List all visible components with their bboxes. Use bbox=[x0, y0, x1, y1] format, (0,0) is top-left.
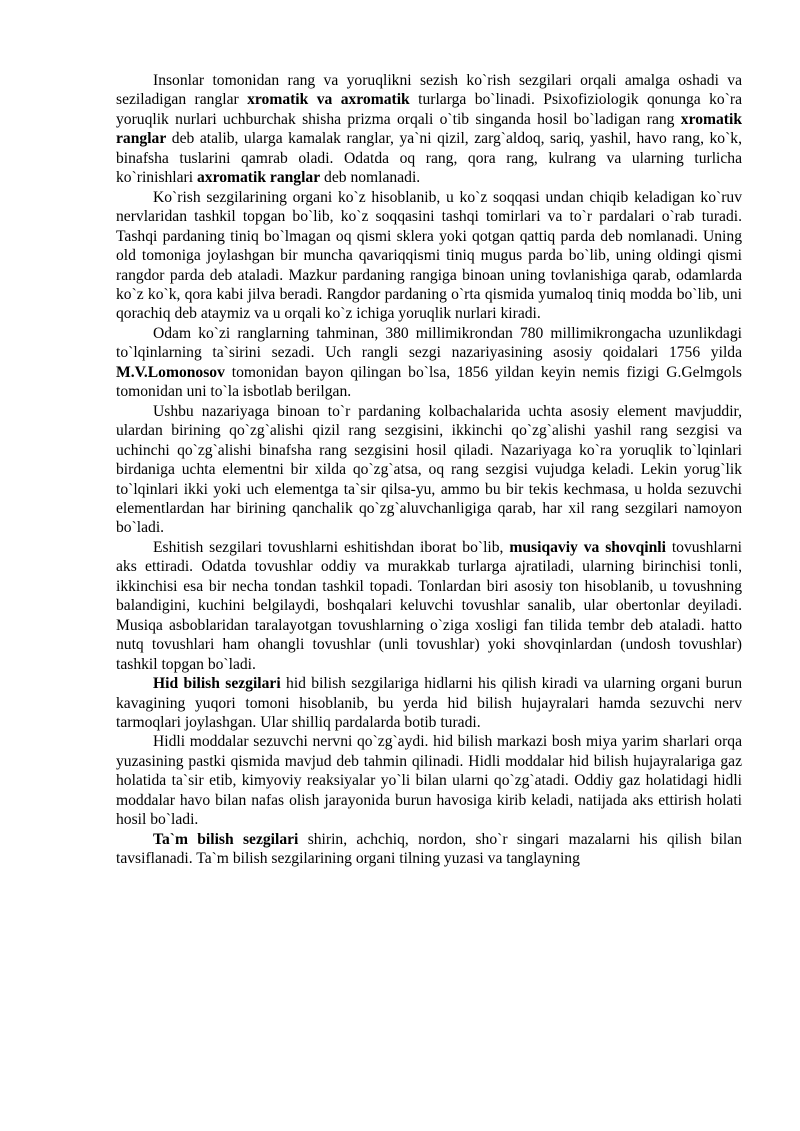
text-span: Ko`rish sezgilarining organi ko`z hisoblanib, u ko`z soqqasi undan chiqib keladigan ko`ruv nervlaridan tashkil topgan bo`lib, ko`z soqqasini tashqi tomirlari va to`r pardalari o`rab turadi. Tashqi pardaning tiniq bo`lmagan oq qismi sklera yoki qotgan qattiq parda deb nomlanadi. Uning old tomoniga joylashgan bir muncha qavariqqismi tiniq mugus parda bo`lib, uning oldingi qismi rangdor parda deb ataladi. Mazkur pardaning rangiga binoan uning tovlanishiga qarab, odamlarda ko`z ko`k, qora kabi jilva beradi. Rangdor pardaning o`rta qismida yumaloq tiniq modda bo`lib, uni qorachiq deb ataymiz va u orqali ko`z ichiga yoruqlik nurlari kiradi. bbox=[116, 188, 742, 323]
text-span: Ushbu nazariyaga binoan to`r pardaning kolbachalarida uchta asosiy element mavjuddir, ulardan birining qo`zg`alishi qizil rang sezgisini, ikkinchi qo`zg`alishi yashil rang sezgisi va uchinchi qo`zg`alishi binafsha rang sezgisini hosil qiladi. Nazariyaga ko`ra yoruqlik to`lqinlari birdaniga uchta elementni bir xilda qo`zg`atsa, oq rang sezgisi vujudga keladi. Lekin yorug`lik to`lqinlari ikki yoki uch elementga ta`sir qilsa-yu, ammo bu bir tekis kechmasa, u holda sezuvchi elementlardan har birining qanchalik qo`zg`aluvchanligiga qarab, har xil rang sezgilari namoyon bo`ladi. bbox=[116, 402, 742, 537]
text-span: Insonlar tomonidan rang va yoruqlikni sezish ko`rish sezgilari orqali amalga oshadi va seziladigan ranglar bbox=[116, 72, 742, 109]
text-span: deb atalib, ularga kamalak ranglar, ya`ni qizil, zarg`aldoq, sariq, yashil, havo rang, ko`k, binafsha tuslarini qamrab oladi. Odatda oq rang, qora rang, kulrang va ularning turlicha ko`rinishlari bbox=[116, 130, 742, 187]
text-span: Odam ko`zi ranglarning tahminan, 380 millimikrondan 780 millimikrongacha uzunlikdagi to`lqinlarning ta`sirini sezadi. Uch rangli sezgi nazariyasining asosiy qoidalari 1756 yilda bbox=[116, 324, 742, 362]
paragraph-wavelengths bbox=[116, 324, 742, 402]
paragraph-odorous-substances bbox=[116, 732, 742, 829]
bold-term-musical-noise: musiqaviy va shovqinli bbox=[509, 538, 666, 556]
text-span: hid bilish sezgilariga hidlarni his qilish kiradi va ularning organi burun kavagining yuqori tomoni hisoblanib, bu yerda hid bilish hujayralari hamda sezuvchi nerv tarmoqlari joylashgan. Ular shilliq pardalarda botib turadi. bbox=[116, 675, 743, 731]
text-span: tovushlarni aks ettiradi. Odatda tovushlar oddiy va murakkab turlarga ajratiladi, ularning birinchisi tonli, ikkinchisi esa bir necha tondan tashkil topadi. Tonlardan biri asosiy ton hisoblanib, u tovushning balandigini, kuchini belgilaydi, boshqalari keluvchi tovushlar sanalib, ular obertonlar deyiladi. Musiqa asboblaridan taralayotgan tovushlarning o`ziga xosligi fan tilida tembr deb ataladi. hatto nutq tovushlari ham ohangli tovushlar (unli tovushlar) yoki shovqinlardan (undosh tovushlar) tashkil topgan bo`ladi. bbox=[116, 538, 742, 673]
bold-term-chromatic-colours: xromatik ranglar bbox=[116, 110, 742, 148]
bold-term-taste-sensations: Ta`m bilish sezgilari bbox=[153, 830, 299, 848]
paragraph-colour-perception bbox=[116, 71, 742, 188]
paragraph-taste bbox=[116, 830, 742, 869]
paragraph-hearing bbox=[116, 538, 742, 674]
text-span: turlarga bo`linadi. Psixofiziologik qonunga ko`ra yoruqlik nurlari uchburchak shisha prizma orqali o`tib singanda hosil bo`ladigan rang bbox=[116, 91, 743, 128]
text-span: shirin, achchiq, nordon, sho`r singari mazalarni his qilish bilan tavsiflanadi. Ta`m bilish sezgilarining organi tilning yuzasi va tanglayning bbox=[116, 830, 742, 868]
bold-term-smell-sensations: Hid bilish sezgilari bbox=[153, 675, 281, 693]
text-span: tomonidan bayon qilingan bo`lsa, 1856 yildan keyin nemis fizigi G.Gelmgols tomonidan uni to`la isbotlab berilgan. bbox=[116, 363, 742, 401]
paragraph-smell bbox=[116, 674, 742, 732]
text-span: deb nomlanadi. bbox=[320, 169, 421, 187]
bold-term-achromatic-colours: axromatik ranglar bbox=[196, 169, 321, 187]
text-span: Eshitish sezgilari tovushlarni eshitishdan iborat bo`lib, bbox=[153, 538, 510, 556]
paragraph-three-colour-theory bbox=[116, 402, 742, 538]
bold-name-lomonosov: M.V.Lomonosov bbox=[116, 363, 225, 381]
paragraph-eye-anatomy bbox=[116, 188, 742, 324]
bold-term-chromatic-achromatic: xromatik va axromatik bbox=[247, 91, 410, 109]
text-span: Hidli moddalar sezuvchi nervni qo`zg`aydi. hid bilish markazi bosh miya yarim sharlari orqa yuzasining pastki qismida mavjud deb tahmin qilinadi. Hidli moddalar hid bilish hujayralariga gaz holatida ta`sir etib, kimyoviy reaksiyalar yo`li bilan ularni qo`zg`atadi. Oddiy gaz holatidagi hidli moddalar havo bilan nafas olish jarayonida burun havosiga kirib keladi, natijada aks ettirish holati hosil bo`ladi. bbox=[116, 733, 742, 829]
document-page bbox=[116, 71, 742, 869]
